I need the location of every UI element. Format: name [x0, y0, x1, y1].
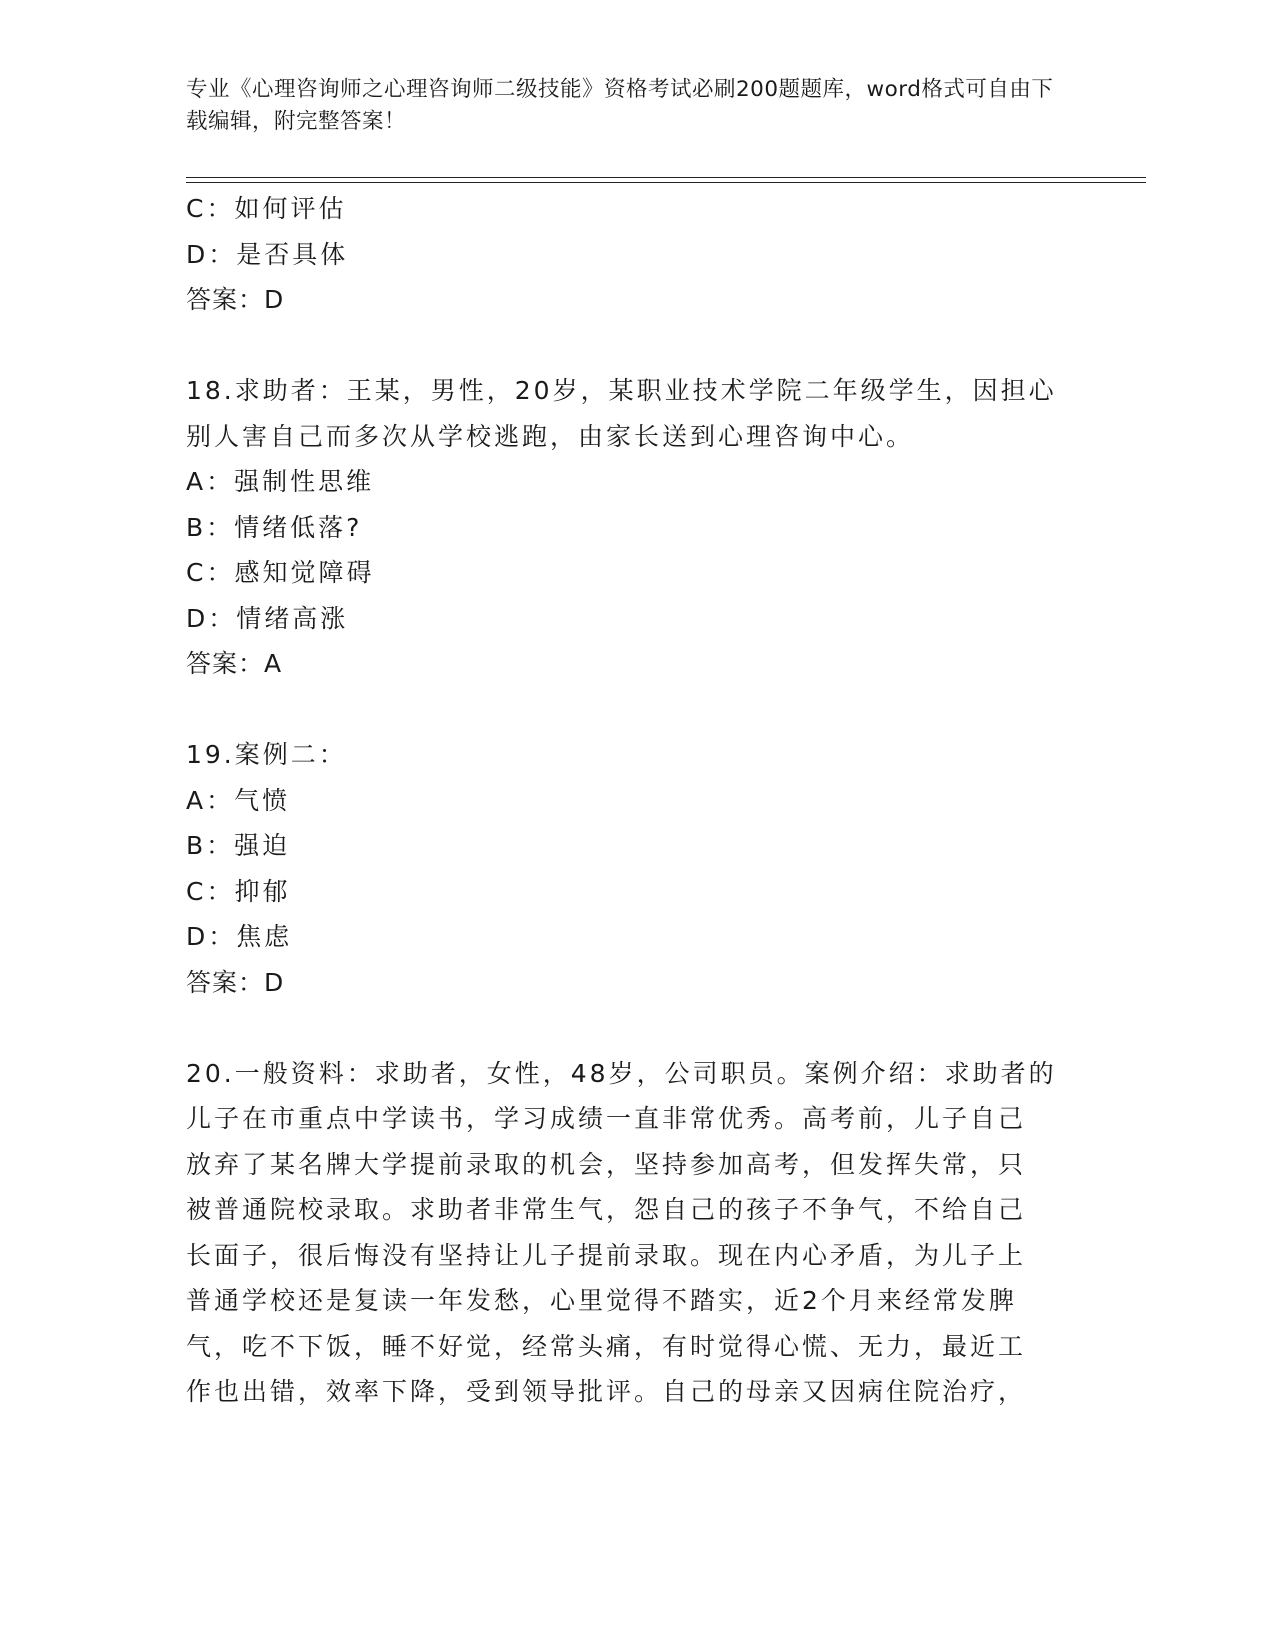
option-d: D：情绪高涨 [186, 603, 349, 633]
question-20-stem-line: 儿子在市重点中学读书，学习成绩一直非常优秀。高考前，儿子自己 [186, 1104, 1027, 1133]
question-20-stem-line: 作也出错，效率下降，受到领导批评。自己的母亲又因病住院治疗， [186, 1377, 1027, 1406]
spacer [186, 323, 1086, 369]
header-rule-top [186, 177, 1146, 178]
option-a: A：气愤 [186, 785, 291, 815]
option-c: C：感知觉障碍 [186, 558, 375, 587]
option-c: C：如何评估 [186, 194, 347, 223]
answer-line: 答案：D [186, 285, 285, 314]
spacer [186, 687, 1086, 733]
answer-line: 答案：A [186, 649, 283, 678]
answer-line: 答案：D [186, 967, 285, 997]
option-c: C：抑郁 [186, 876, 291, 906]
question-20-stem-line: 气，吃不下饭，睡不好觉，经常头痛，有时觉得心慌、无力，最近工 [186, 1331, 1027, 1361]
page-header: 专业《心理咨询师之心理咨询师二级技能》资格考试必刷200题题库，word格式可自由下载编辑，附完整答案！ [186, 77, 1054, 134]
header-rule-bottom [186, 182, 1146, 183]
option-b: B：情绪低落? [186, 512, 363, 542]
question-18-stem-line-2: 别人害自己而多次从学校逃跑，由家长送到心理咨询中心。 [186, 421, 915, 451]
question-content [186, 186, 1086, 1415]
option-d: D：是否具体 [186, 239, 349, 269]
question-19-stem: 19.案例二： [186, 740, 347, 769]
option-a: A：强制性思维 [186, 467, 375, 496]
spacer [186, 1005, 1086, 1051]
question-20-stem-line: 20.一般资料：求助者，女性，48岁，公司职员。案例介绍：求助者的 [186, 1058, 1057, 1088]
question-20-stem-line: 放弃了某名牌大学提前录取的机会，坚持参加高考，但发挥失常，只 [186, 1149, 1027, 1179]
option-b: B：强迫 [186, 831, 291, 860]
question-20-stem-line: 普通学校还是复读一年发愁，心里觉得不踏实，近2个月来经常发脾 [186, 1286, 1017, 1315]
question-20-stem-line: 被普通院校录取。求助者非常生气，怨自己的孩子不争气，不给自己 [186, 1195, 1027, 1224]
option-d: D：焦虑 [186, 922, 293, 951]
question-20-stem-line: 长面子，很后悔没有坚持让儿子提前录取。现在内心矛盾，为儿子上 [186, 1240, 1027, 1270]
question-18-stem-line-1: 18.求助者：王某，男性，20岁，某职业技术学院二年级学生，因担心 [186, 376, 1057, 405]
